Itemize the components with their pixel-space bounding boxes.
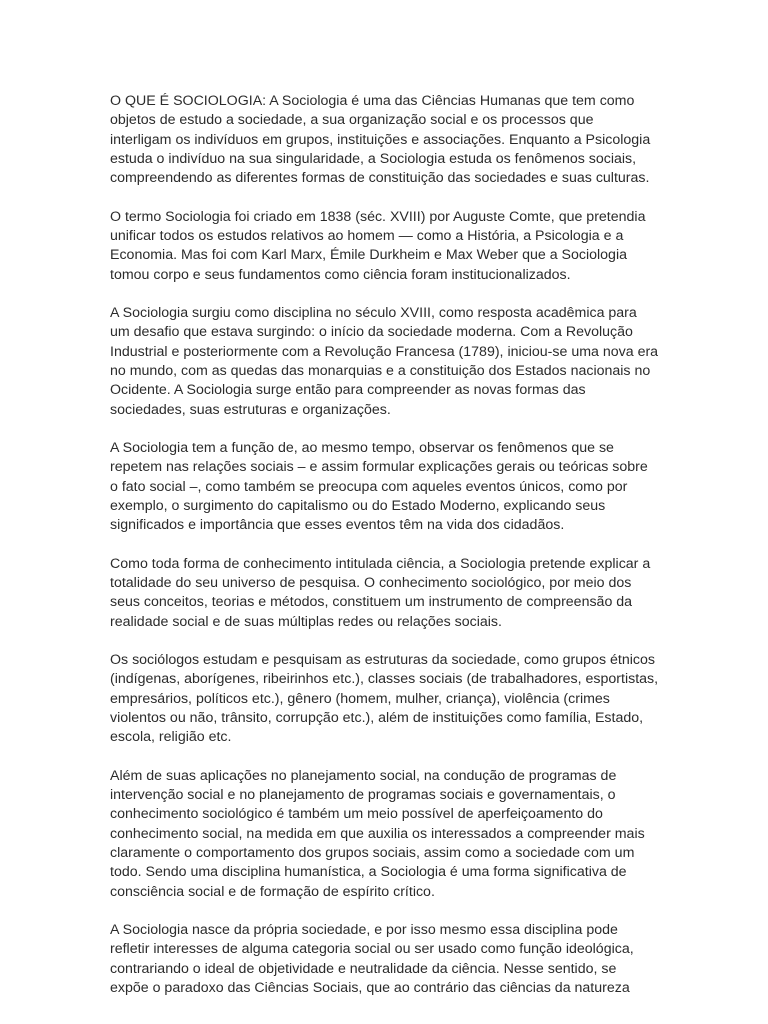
paragraph-origin: O termo Sociologia foi criado em 1838 (séc. XVIII) por Auguste Comte, que pretendia unificar todos os estudos relativos ao homem — como a História, a Psicologia e a Economia. Mas foi com Karl Marx, Émile Durkheim e Max Weber que a Sociologia tomou corpo e seus fundamentos como ciência foram institucionalizados. — [110, 208, 646, 283]
paragraph-science: Como toda forma de conhecimento intitulada ciência, a Sociologia pretende explicar a totalidade do seu universo de pesquisa. O conhecimento sociológico, por meio dos seus conceitos, teorias e métodos, constituem um instrumento de compreensão da realidade social e de suas múltiplas redes ou relações sociais. — [110, 555, 651, 630]
paragraph-function: A Sociologia tem a função de, ao mesmo tempo, observar os fenômenos que se repetem nas relações sociais – e assim formular explicações gerais ou teóricas sobre o fato social –, como também se preocupa com aqueles eventos únicos, como por exemplo, o surgimento do capitalismo ou do Estado Moderno, explicando seus significados e importância que esses eventos têm na vida dos cidadãos. — [110, 440, 648, 534]
paragraph-intro: O QUE É SOCIOLOGIA: A Sociologia é uma das Ciências Humanas que tem como objetos de estudo a sociedade, a sua organização social e os processos que interligam os indivíduos em grupos, instituições e associações. Enquanto a Psicologia estuda o indivíduo na sua singularidade, a Sociologia estuda os fenômenos sociais, compreendendo as diferentes formas de constituição das sociedades e suas culturas. — [110, 93, 651, 187]
paragraph-emergence: A Sociologia surgiu como disciplina no século XVIII, como resposta acadêmica para um desafio que estava surgindo: o início da sociedade moderna. Com a Revolução Industrial e posteriormente com a Revolução Francesa (1789), iniciou-se uma nova era no mundo, com as quedas das monarquias e a constituição dos Estados nacionais no Ocidente. A Sociologia surge então para compreender as novas formas das sociedades, suas estruturas e organizações. — [110, 305, 659, 418]
paragraph-sociologists: Os sociólogos estudam e pesquisam as estruturas da sociedade, como grupos étnicos (indígenas, aborígenes, ribeirinhos etc.), classes sociais (de trabalhadores, esportistas, empresários, políticos etc.), gênero (homem, mulher, criança), violência (crimes violentos ou não, trânsito, corrupção etc.), além de instituições como família, Estado, escola, religião etc. — [110, 652, 659, 746]
paragraph-applications: Além de suas aplicações no planejamento social, na condução de programas de intervenção social e no planejamento de programas sociais e governamentais, o conhecimento sociológico é também um meio possível de aperfeiçoamento do conhecimento social, na medida em que auxilia os interessados a compreender mais claramente o comportamento dos grupos sociais, assim como a sociedade com um todo. Sendo uma disciplina humanística, a Sociologia é uma forma significativa de consciência social e de formação de espírito crítico. — [110, 767, 645, 900]
document-page — [110, 92, 670, 1017]
paragraph-paradox: A Sociologia nasce da própria sociedade, e por isso mesmo essa disciplina pode refletir interesses de alguma categoria social ou ser usado como função ideológica, contrariando o ideal de objetividade e neutralidade da ciência. Nesse sentido, se expõe o paradoxo das Ciências Sociais, que ao contrário das ciências da natureza — [110, 922, 634, 996]
